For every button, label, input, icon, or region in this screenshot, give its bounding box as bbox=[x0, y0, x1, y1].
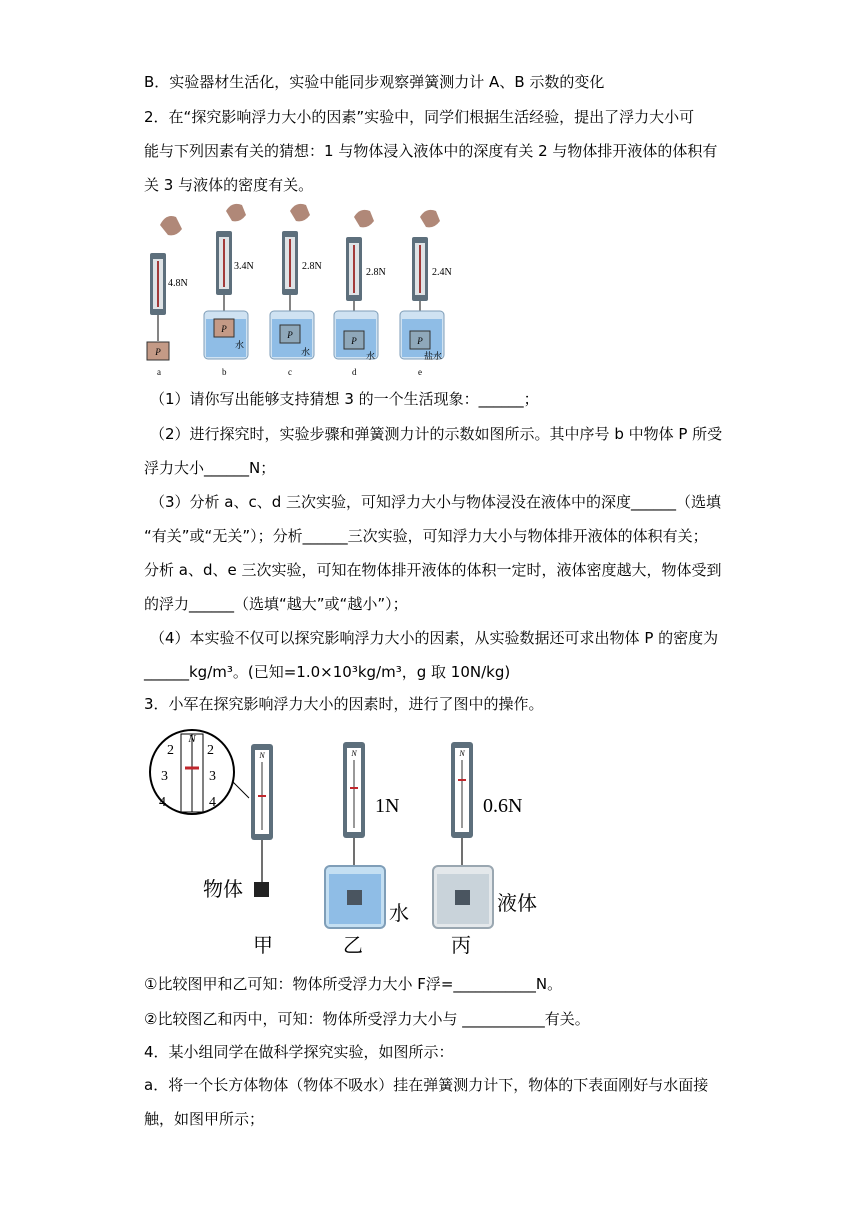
object-label-d: P bbox=[351, 336, 357, 346]
letter-a: a bbox=[157, 367, 161, 377]
zoom-tick-right-2: 2 bbox=[207, 743, 214, 758]
zoom-unit: N bbox=[188, 733, 196, 745]
zoom-tick-left-2: 2 bbox=[167, 743, 174, 758]
sub-question-4-line-1: （4）本实验不仅可以探究影响浮力大小的因素，从实验数据还可求出物体 P 的密度为 bbox=[150, 629, 719, 647]
zoom-tick-right-3: 3 bbox=[209, 769, 216, 784]
question-3: 3．小军在探究影响浮力大小的因素时，进行了图中的操作。 bbox=[144, 695, 544, 713]
letter-c: c bbox=[288, 367, 292, 377]
scale-yi bbox=[325, 742, 409, 957]
question-3-part-1: ①比较图甲和乙可知：物体所受浮力大小 F浮=___________N。 bbox=[144, 975, 563, 993]
label-object: 物体 bbox=[203, 879, 243, 901]
reading-d: 2.8N bbox=[366, 267, 386, 278]
experiment-b bbox=[204, 204, 254, 377]
reading-e: 2.4N bbox=[432, 267, 452, 278]
letter-b: b bbox=[222, 367, 227, 377]
liquid-d: 水 bbox=[366, 351, 376, 361]
letter-e: e bbox=[418, 367, 422, 377]
sub-question-3-line-4: 的浮力______（选填“越大”或“越小”）； bbox=[144, 595, 408, 613]
object-label-e: P bbox=[417, 336, 423, 346]
reading-b: 3.4N bbox=[234, 261, 254, 272]
question-4-step-a-line-2: 触，如图甲所示； bbox=[144, 1110, 265, 1128]
sub-question-1: （1）请你写出能够支持猜想 3 的一个生活现象：______； bbox=[150, 390, 539, 408]
liquid-b: 水 bbox=[235, 340, 245, 350]
question-3-part-2: ②比较图乙和丙中，可知：物体所受浮力大小与 ___________有关。 bbox=[144, 1010, 590, 1028]
letter-d: d bbox=[352, 367, 357, 377]
experiment-c bbox=[270, 204, 322, 377]
liquid-c: 水 bbox=[301, 347, 311, 357]
label-water: 水 bbox=[389, 903, 409, 925]
question-2-line-1: 2．在“探究影响浮力大小的因素”实验中，同学们根据生活经验，提出了浮力大小可 bbox=[144, 108, 695, 126]
zoom-tick-left-3: 3 bbox=[161, 769, 168, 784]
sub-question-2-line-2: 浮力大小______N； bbox=[144, 459, 276, 477]
sub-question-3-line-3: 分析 a、d、e 三次实验，可知在物体排开液体的体积一定时，液体密度越大，物体受到 bbox=[144, 561, 722, 579]
figure-buoyancy-experiments bbox=[140, 203, 470, 377]
scale-jia-unit: N bbox=[259, 751, 265, 760]
question-2-line-2: 能与下列因素有关的猜想：1 与物体浸入液体中的深度有关 2 与物体排开液体的体积有 bbox=[144, 142, 718, 160]
object-label-a: P bbox=[155, 347, 161, 357]
sub-question-2-line-1: （2）进行探究时，实验步骤和弹簧测力计的示数如图所示。其中序号 b 中物体 P 所受 bbox=[150, 425, 723, 443]
reading-yi: 1N bbox=[375, 795, 400, 817]
figure-spring-scales bbox=[145, 722, 545, 962]
zoom-tick-left-4: 4 bbox=[159, 795, 166, 810]
experiment-a bbox=[147, 216, 188, 377]
scale-bing bbox=[433, 742, 537, 957]
scale-yi-unit: N bbox=[351, 749, 357, 758]
sub-question-3-line-1: （3）分析 a、c、d 三次实验，可知浮力大小与物体浸没在液体中的深度______（选填 bbox=[150, 493, 722, 511]
sub-question-3-line-2: “有关”或“无关”）；分析______三次实验，可知浮力大小与物体排开液体的体积有关； bbox=[144, 527, 708, 545]
experiment-d bbox=[334, 210, 386, 377]
question-4: 4．某小组同学在做科学探究实验，如图所示： bbox=[144, 1043, 454, 1061]
question-4-step-a-line-1: a．将一个长方体物体（物体不吸水）挂在弹簧测力计下，物体的下表面刚好与水面接 bbox=[144, 1076, 709, 1094]
reading-c: 2.8N bbox=[302, 261, 322, 272]
zoom-callout bbox=[150, 730, 249, 814]
experiment-e bbox=[400, 210, 452, 377]
label-jia: 甲 bbox=[253, 935, 273, 957]
reading-bing: 0.6N bbox=[483, 795, 523, 817]
liquid-e: 盐水 bbox=[424, 351, 443, 361]
scale-bing-unit: N bbox=[459, 749, 465, 758]
reading-a: 4.8N bbox=[168, 278, 188, 289]
label-bing: 丙 bbox=[451, 935, 471, 957]
sub-question-4-line-2: ______kg/m³。(已知=1.0×10³kg/m³，g 取 10N/kg) bbox=[144, 663, 511, 681]
zoom-tick-right-4: 4 bbox=[209, 795, 216, 810]
object-label-c: P bbox=[287, 330, 293, 340]
option-b: B．实验器材生活化，实验中能同步观察弹簧测力计 A、B 示数的变化 bbox=[144, 73, 605, 91]
object-label-b: P bbox=[221, 324, 227, 334]
question-2-line-3: 关 3 与液体的密度有关。 bbox=[144, 176, 314, 194]
label-liquid: 液体 bbox=[497, 893, 537, 915]
label-yi: 乙 bbox=[343, 935, 363, 957]
